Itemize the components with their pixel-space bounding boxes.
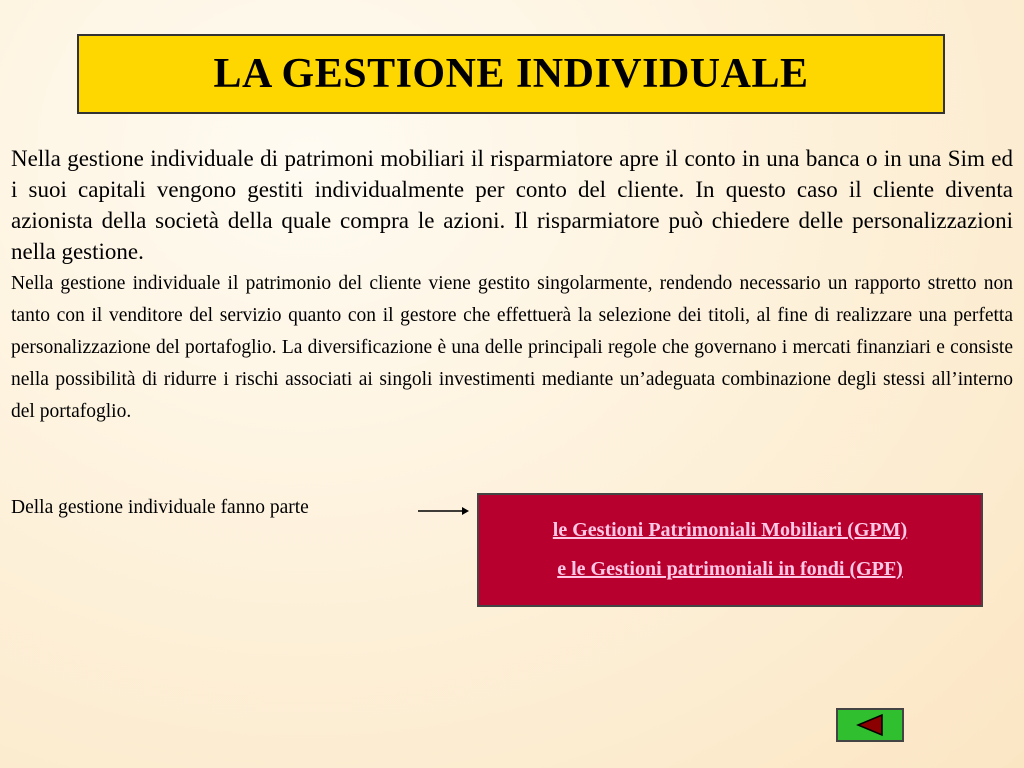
gestioni-link-box bbox=[477, 493, 983, 607]
link-gpf[interactable]: e le Gestioni patrimoniali in fondi (GPF) bbox=[557, 558, 903, 580]
link-gpm[interactable]: le Gestioni Patrimoniali Mobiliari (GPM) bbox=[552, 519, 908, 541]
title-box bbox=[77, 34, 945, 114]
paragraph-intro: Nella gestione individuale di patrimoni mobiliari il risparmiatore apre il conto in una banca o in una Sim ed i suoi capitali vengono gestiti individualmente per conto del cliente. In questo caso il cliente diventa azionista della società della quale compra le azioni. Il risparmiatore può chiedere delle personalizzazioni nella gestione. bbox=[11, 146, 1013, 264]
slide-title: LA GESTIONE INDIVIDUALE bbox=[213, 51, 809, 97]
triangle-left-icon bbox=[855, 713, 885, 737]
arrow-right-icon bbox=[418, 504, 470, 518]
back-button[interactable] bbox=[836, 708, 904, 742]
paragraph-list-intro: Della gestione individuale fanno parte bbox=[11, 497, 309, 518]
paragraph-details: Nella gestione individuale il patrimonio del cliente viene gestito singolarmente, rendendo necessario un rapporto stretto non tanto con il venditore del servizio quanto con il gestore che effettuerà la selezione dei titoli, al fine di realizzare una perfetta personalizzazione del portafoglio. La diversificazione è una delle principali regole che governano i mercati finanziari e consiste nella possibilità di ridurre i rischi associati ai singoli investimenti mediante un’adeguata combinazione degli stessi all’interno del portafoglio. bbox=[11, 273, 1013, 422]
